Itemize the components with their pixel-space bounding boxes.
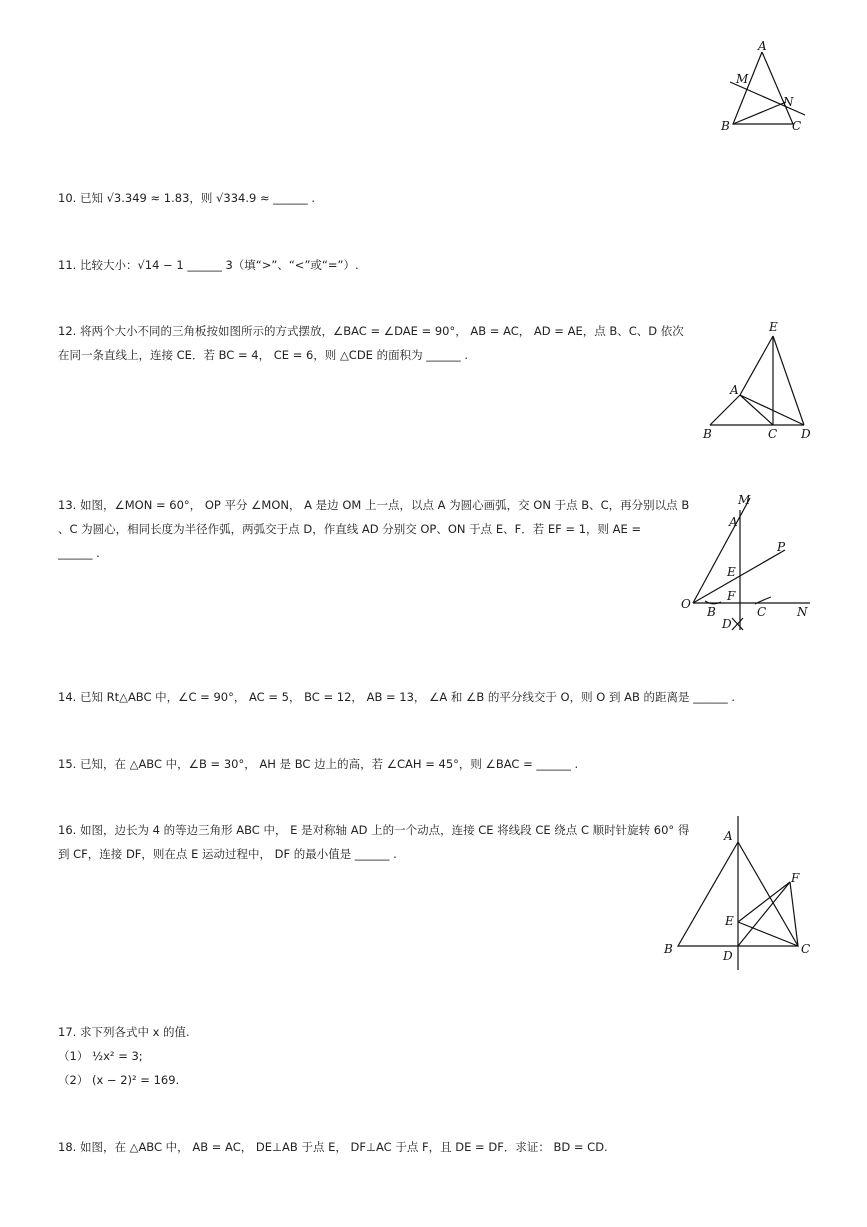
label-c: C — [801, 942, 811, 956]
figure-triangle-mn — [715, 38, 815, 138]
label-n: N — [797, 605, 808, 619]
label-e: E — [769, 320, 778, 334]
label-a: A — [729, 515, 738, 529]
question-13-line-1: 13. 如图，∠MON = 60°， OP 平分 ∠MON， A 是边 OM 上一点，以点 A 为圆心画弧，交 ON 于点 B、C，再分别以点 B — [58, 498, 690, 512]
label-b: B — [703, 427, 712, 441]
question-12-line-1: 12. 将两个大小不同的三角板按如图所示的方式摆放，∠BAC = ∠DAE = 90°， AB = AC， AD = AE，点 B、C、D 依次 — [58, 324, 684, 338]
label-a: A — [730, 383, 739, 397]
label-b: B — [721, 119, 730, 133]
label-c: C — [792, 119, 802, 133]
question-14: 14. 已知 Rt△ABC 中，∠C = 90°， AC = 5， BC = 12， AB = 13， ∠A 和 ∠B 的平分线交于 O，则 O 到 AB 的距离是 ______ . — [58, 690, 736, 704]
figure-q16 — [660, 812, 820, 972]
label-b: B — [707, 605, 716, 619]
question-13-line-3: ______ . — [58, 546, 100, 560]
question-18: 18. 如图，在 △ABC 中， AB = AC， DE⊥AB 于点 E， DF⊥AC 于点 F，且 DE = DF．求证： BD = CD. — [58, 1140, 608, 1154]
label-o: O — [681, 597, 691, 611]
question-17-part-1: （1） ½x² = 3; — [58, 1049, 143, 1063]
label-d: D — [722, 617, 732, 631]
label-n: N — [783, 95, 794, 109]
question-11: 11. 比较大小：√14 − 1 ______ 3（填“>”、“<”或“=”）. — [58, 258, 359, 272]
question-13-line-2: 、C 为圆心，相同长度为半径作弧，两弧交于点 D，作直线 AD 分别交 OP、ON 于点 E、F．若 EF = 1，则 AE = — [58, 522, 642, 536]
question-17-title: 17. 求下列各式中 x 的值. — [58, 1025, 190, 1039]
label-m: M — [736, 72, 749, 86]
question-15: 15. 已知，在 △ABC 中，∠B = 30°， AH 是 BC 边上的高，若 ∠CAH = 45°，则 ∠BAC = ______ . — [58, 757, 579, 771]
question-16-line-2: 到 CF，连接 DF，则在点 E 运动过程中， DF 的最小值是 ______ . — [58, 847, 397, 861]
label-a: A — [724, 829, 733, 843]
label-c: C — [768, 427, 778, 441]
figure-q12 — [700, 318, 820, 443]
label-m: M — [738, 493, 751, 507]
label-f: F — [791, 871, 800, 885]
question-10: 10. 已知 √3.349 ≈ 1.83，则 √334.9 ≈ ______ . — [58, 191, 316, 205]
question-12-line-2: 在同一条直线上，连接 CE．若 BC = 4， CE = 6，则 △CDE 的面积为 ______ . — [58, 348, 469, 362]
label-b: B — [664, 942, 673, 956]
label-f: F — [727, 589, 736, 603]
figure-q13 — [675, 490, 820, 640]
label-a: A — [758, 39, 767, 53]
label-e: E — [725, 914, 734, 928]
label-c: C — [757, 605, 767, 619]
label-d: D — [723, 949, 733, 963]
label-d: D — [801, 427, 811, 441]
label-e: E — [727, 565, 736, 579]
label-p: P — [777, 540, 786, 554]
question-16-line-1: 16. 如图，边长为 4 的等边三角形 ABC 中， E 是对称轴 AD 上的一个动点，连接 CE 将线段 CE 绕点 C 顺时针旋转 60° 得 — [58, 823, 690, 837]
question-17-part-2: （2） (x − 2)² = 169. — [58, 1073, 180, 1087]
